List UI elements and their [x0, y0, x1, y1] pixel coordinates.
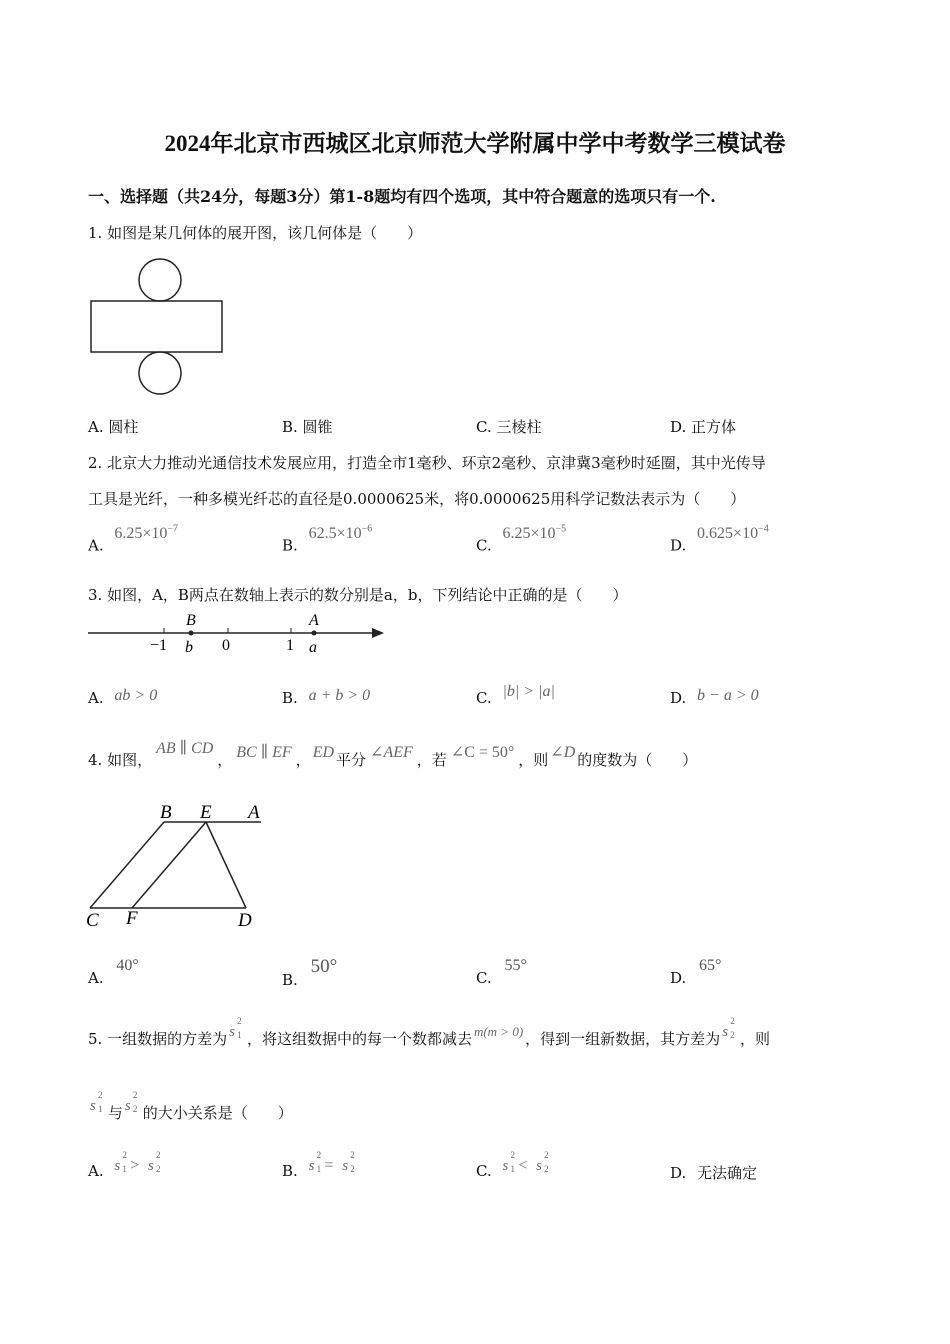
q3-number-line	[86, 608, 386, 656]
q5-stem-line1: 5. 一组数据的方差为 s 2 1 ，将这组数据中的每一个数都减去 m(m > 0) ，得到一组新数据，其方差为 s 2 2 ，则	[88, 1016, 771, 1048]
label-0: 0	[222, 637, 230, 654]
option-value: 40°	[116, 957, 139, 974]
middle-rectangle	[91, 301, 222, 352]
option-letter: D.	[670, 689, 687, 707]
line-ef	[132, 822, 206, 908]
label-F: F	[126, 908, 138, 929]
label-A: A	[309, 612, 319, 629]
q5-option-b[interactable]: B. s 2 1 = s 2 2	[282, 1150, 355, 1180]
option-mantissa: 6.25×10	[502, 525, 556, 543]
q1-net-figure	[88, 256, 228, 396]
option-expression: ab > 0	[114, 687, 158, 704]
option-letter: B.	[282, 536, 298, 555]
option-letter: D.	[670, 969, 687, 987]
label-B: B	[186, 612, 196, 629]
option-letter: C.	[476, 1162, 492, 1180]
option-exponent: −5	[555, 524, 567, 535]
q1-option-c[interactable]: C. 三棱柱	[476, 418, 542, 436]
option-exponent: −7	[167, 524, 179, 535]
option-exponent: −6	[361, 524, 373, 535]
condition-ab-parallel-cd: AB ∥ CD	[156, 740, 214, 757]
q1-option-b[interactable]: B. 圆锥	[282, 418, 333, 436]
label-1: 1	[286, 637, 294, 654]
option-mantissa: 0.625×10	[697, 525, 759, 543]
q5-stem-line2: s 2 1 与 s 2 2 的大小关系是（ ）	[90, 1090, 293, 1122]
q3-option-b[interactable]	[282, 687, 371, 708]
top-circle	[139, 259, 181, 301]
q2-stem-line2: 工具是光纤，一种多模光纤芯的直径是0.0000625米，将0.0000625用科学记数法表示为（ ）	[88, 490, 746, 508]
axis-arrow	[372, 628, 384, 638]
option-letter: D.	[670, 1164, 687, 1182]
label-B: B	[160, 802, 172, 823]
option-letter: D.	[670, 536, 687, 555]
option-mantissa: 62.5×10	[308, 525, 362, 543]
page-title: 2024年北京市西城区北京师范大学附属中学中考数学三模试卷	[164, 131, 786, 156]
option-letter: C.	[476, 536, 492, 555]
s1-squared: s 2 1	[229, 1016, 242, 1040]
relation-symbol: =	[324, 1157, 334, 1174]
q4-option-a[interactable]	[88, 957, 139, 988]
q3-option-a[interactable]	[88, 687, 158, 708]
option-letter: B.	[282, 971, 298, 989]
condition-bc-parallel-ef: BC ∥ EF	[236, 744, 292, 761]
point-b	[189, 631, 194, 636]
q5-option-c[interactable]: C. s 2 1 < s 2 2	[476, 1150, 549, 1180]
s2-squared: s 2 2	[722, 1016, 735, 1040]
q3-stem: 3. 如图，A，B两点在数轴上表示的数分别是a，b，下列结论中正确的是（ ）	[88, 586, 628, 604]
s2-squared: s 2 2	[124, 1090, 138, 1114]
condition-angle-c: ∠C = 50°	[450, 744, 515, 761]
q3-option-d[interactable]	[670, 687, 759, 708]
q4-option-b[interactable]	[282, 956, 338, 991]
option-letter: C.	[476, 689, 492, 707]
section-heading: 一、选择题（共24分，每题3分）第1-8题均有四个选项，其中符合题意的选项只有一个.	[88, 187, 716, 206]
q2-stem-line1: 2. 北京大力推动光通信技术发展应用，打造全市1毫秒、环京2毫秒、京津冀3毫秒时延圈，其中光传导	[88, 454, 766, 472]
line-bc	[90, 822, 164, 908]
relation-symbol: <	[518, 1157, 528, 1174]
label-C: C	[86, 910, 99, 931]
option-expression: b − a > 0	[697, 687, 759, 704]
q5-option-d[interactable]	[670, 1162, 757, 1183]
option-expression: a + b > 0	[308, 687, 371, 704]
point-a	[312, 631, 317, 636]
label-A: A	[248, 802, 260, 823]
option-letter: C.	[476, 969, 492, 987]
option-expression: |b| > |a|	[502, 683, 555, 700]
option-text: 无法确定	[697, 1164, 758, 1182]
label-b: b	[185, 639, 193, 656]
condition-angle-d: ∠D	[550, 744, 576, 761]
q3-option-c[interactable]	[476, 683, 555, 708]
option-letter: A.	[88, 1162, 104, 1180]
q4-option-c[interactable]	[476, 957, 527, 988]
q1-stem: 1. 如图是某几何体的展开图，该几何体是（ ）	[88, 224, 423, 242]
q1-option-a[interactable]: A. 圆柱	[88, 418, 139, 436]
condition-angle-aef: ∠AEF	[370, 744, 413, 761]
label-a: a	[309, 639, 317, 656]
q4-geometry-figure	[84, 800, 269, 932]
m-condition: m(m > 0)	[473, 1024, 524, 1039]
q1-option-d[interactable]: D. 正方体	[670, 418, 737, 436]
option-letter: A.	[88, 969, 104, 987]
option-letter: A.	[88, 689, 104, 707]
line-ed	[206, 822, 246, 908]
option-letter: B.	[282, 1162, 298, 1180]
label-D: D	[238, 910, 252, 931]
q4-stem: 4. 如图，AB ∥ CD， BC ∥ EF ， ED 平分 ∠AEF ，若 ∠C = 50° ，则 ∠D 的度数为（ ）	[88, 740, 698, 769]
s1-squared: s 2 1	[90, 1090, 103, 1114]
option-letter: A.	[88, 536, 104, 555]
option-value: 55°	[504, 957, 527, 974]
q4-option-d[interactable]	[670, 957, 722, 988]
relation-symbol: >	[130, 1157, 140, 1174]
condition-ed: ED	[312, 744, 335, 761]
label-E: E	[200, 802, 212, 823]
option-mantissa: 6.25×10	[114, 525, 168, 543]
bottom-circle	[139, 352, 181, 394]
option-letter: B.	[282, 689, 298, 707]
label-neg1: −1	[150, 637, 168, 654]
option-exponent: −4	[758, 524, 769, 535]
q5-option-a[interactable]: A. s 2 1 > s 2 2	[88, 1150, 161, 1180]
option-value: 65°	[699, 957, 722, 974]
option-value: 50°	[310, 956, 338, 977]
